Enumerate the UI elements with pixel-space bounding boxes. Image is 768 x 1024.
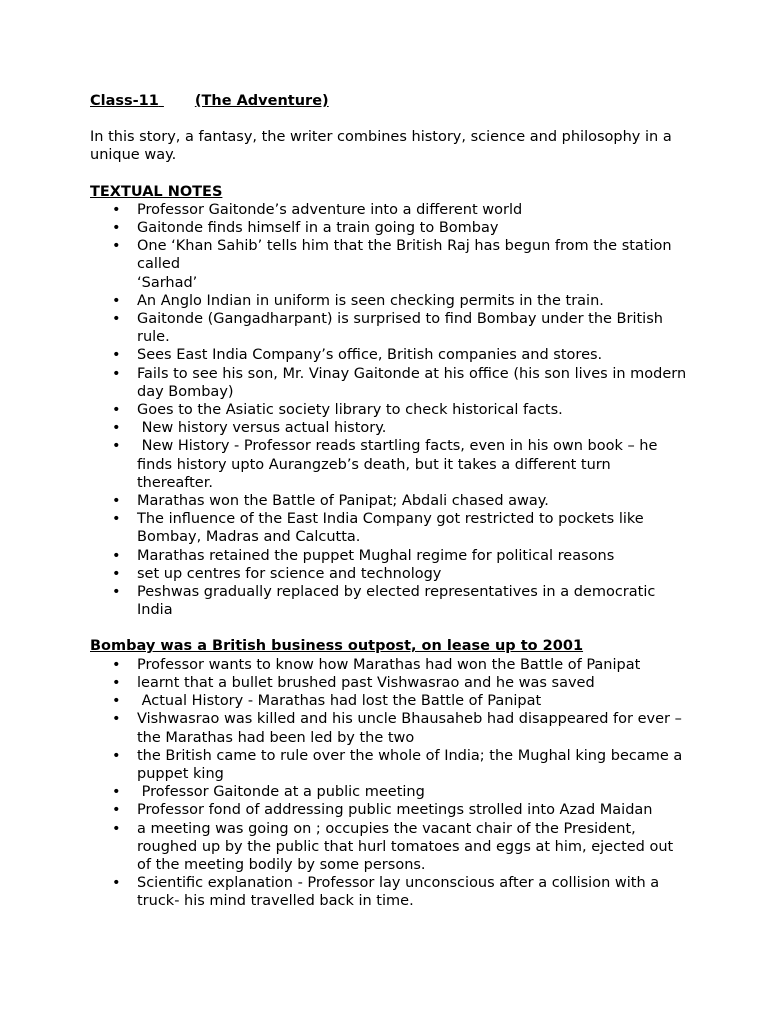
bullet-icon: • — [112, 311, 121, 328]
bullet-icon: • — [112, 402, 121, 419]
list-item-text: a meeting was going on ; occupies the vacant chair of the President, roughed up by the public that hurl tomatoes and eggs at him, ejected out of the meeting bodily by some persons. — [137, 820, 678, 873]
bullet-icon: • — [112, 565, 121, 582]
bullet-icon: • — [112, 365, 121, 382]
list-item — [90, 310, 690, 346]
class-label: Class-11 — [90, 93, 159, 109]
bullet-icon: • — [112, 784, 121, 801]
list-item — [90, 346, 690, 364]
list-item — [90, 656, 690, 674]
list-item — [90, 747, 690, 783]
intro-paragraph: In this story, a fantasy, the writer combines history, science and philosophy in a unique way. — [90, 129, 672, 164]
bullet-icon: • — [112, 711, 121, 728]
bullet-icon: • — [112, 656, 121, 673]
list-item-text: Goes to the Asiatic society library to check historical facts. — [137, 402, 563, 419]
list-item-text: Professor wants to know how Marathas had won the Battle of Panipat — [137, 656, 641, 673]
list-item-text: Actual History - Marathas had lost the Battle of Panipat — [137, 693, 542, 710]
list-item — [90, 419, 690, 437]
list-item-text: Sees East India Company’s office, British companies and stores. — [137, 347, 603, 364]
list-item — [90, 437, 690, 492]
list-item-text: Marathas retained the puppet Mughal regime for political reasons — [137, 547, 615, 564]
list-item-text: New history versus actual history. — [137, 420, 387, 437]
list-item — [90, 565, 690, 583]
bullet-icon: • — [112, 547, 121, 564]
bullet-icon: • — [112, 820, 121, 837]
bullet-icon: • — [112, 747, 121, 764]
list-item — [90, 201, 690, 219]
list-item-text: An Anglo Indian in uniform is seen checking permits in the train. — [137, 292, 604, 309]
section-title: Bombay was a British business outpost, on lease up to 2001 — [90, 638, 584, 655]
list-item — [90, 237, 690, 292]
bullet-icon: • — [112, 420, 121, 437]
sections-container — [90, 183, 690, 911]
bullet-list — [90, 656, 690, 911]
bullet-icon: • — [112, 292, 121, 309]
list-item-text: Marathas won the Battle of Panipat; Abdali chased away. — [137, 493, 549, 510]
list-item-text: Gaitonde finds himself in a train going to Bombay — [137, 220, 499, 237]
list-item-text: Professor Gaitonde at a public meeting — [137, 784, 425, 801]
list-item-text: Peshwas gradually replaced by elected representatives in a democratic India — [137, 584, 660, 619]
bullet-icon: • — [112, 220, 121, 237]
chapter-title: (The Adventure) — [194, 93, 329, 109]
list-item — [90, 583, 690, 619]
list-item — [90, 510, 690, 546]
section-title: TEXTUAL NOTES — [90, 183, 223, 200]
bullet-list — [90, 201, 690, 620]
list-item-text: set up centres for science and technology — [137, 565, 442, 582]
bullet-icon: • — [112, 674, 121, 691]
list-item — [90, 401, 690, 419]
bullet-icon: • — [112, 584, 121, 601]
heading-spacer — [159, 92, 195, 110]
bullet-icon: • — [112, 493, 121, 510]
list-item — [90, 219, 690, 237]
list-item-text: Professor Gaitonde’s adventure into a different world — [137, 201, 523, 218]
bullet-icon: • — [112, 201, 121, 218]
list-item-text: learnt that a bullet brushed past Vishwasrao and he was saved — [137, 674, 595, 691]
list-item — [90, 692, 690, 710]
list-item-text: Fails to see his son, Mr. Vinay Gaitonde at his office (his son lives in modern day Bombay) — [137, 365, 691, 400]
bullet-icon: • — [112, 875, 121, 892]
list-item-text: The influence of the East India Company got restricted to pockets like Bombay, Madras and Calcutta. — [137, 511, 649, 546]
list-item — [90, 547, 690, 565]
list-item-text: One ‘Khan Sahib’ tells him that the British Raj has begun from the station called ‘Sarhad’ — [137, 238, 672, 291]
bullet-icon: • — [112, 802, 121, 819]
bullet-icon: • — [112, 438, 121, 455]
list-item — [90, 710, 690, 746]
section-spacer — [90, 619, 690, 637]
list-item — [90, 801, 690, 819]
document-page — [90, 92, 690, 911]
list-item-text: Vishwasrao was killed and his uncle Bhausaheb had disappeared for ever – the Marathas had been led by the two — [137, 711, 687, 746]
bullet-icon: • — [112, 693, 121, 710]
bullet-icon: • — [112, 347, 121, 364]
list-item — [90, 783, 690, 801]
list-item — [90, 674, 690, 692]
list-item — [90, 874, 690, 910]
list-item-text: Scientific explanation - Professor lay unconscious after a collision with a truck- his mind travelled back in time. — [137, 875, 664, 910]
list-item — [90, 365, 690, 401]
list-item-text: New History - Professor reads startling facts, even in his own book – he finds history upto Aurangzeb’s death, but it takes a different turn thereafter. — [137, 438, 663, 491]
list-item — [90, 292, 690, 310]
list-item-text: the British came to rule over the whole of India; the Mughal king became a puppet king — [137, 747, 687, 782]
list-item — [90, 820, 690, 875]
bullet-icon: • — [112, 511, 121, 528]
bullet-icon: • — [112, 238, 121, 255]
document-heading — [90, 92, 690, 110]
list-item-text: Gaitonde (Gangadharpant) is surprised to find Bombay under the British rule. — [137, 311, 668, 346]
list-item — [90, 492, 690, 510]
list-item-text: Professor fond of addressing public meetings strolled into Azad Maidan — [137, 802, 653, 819]
